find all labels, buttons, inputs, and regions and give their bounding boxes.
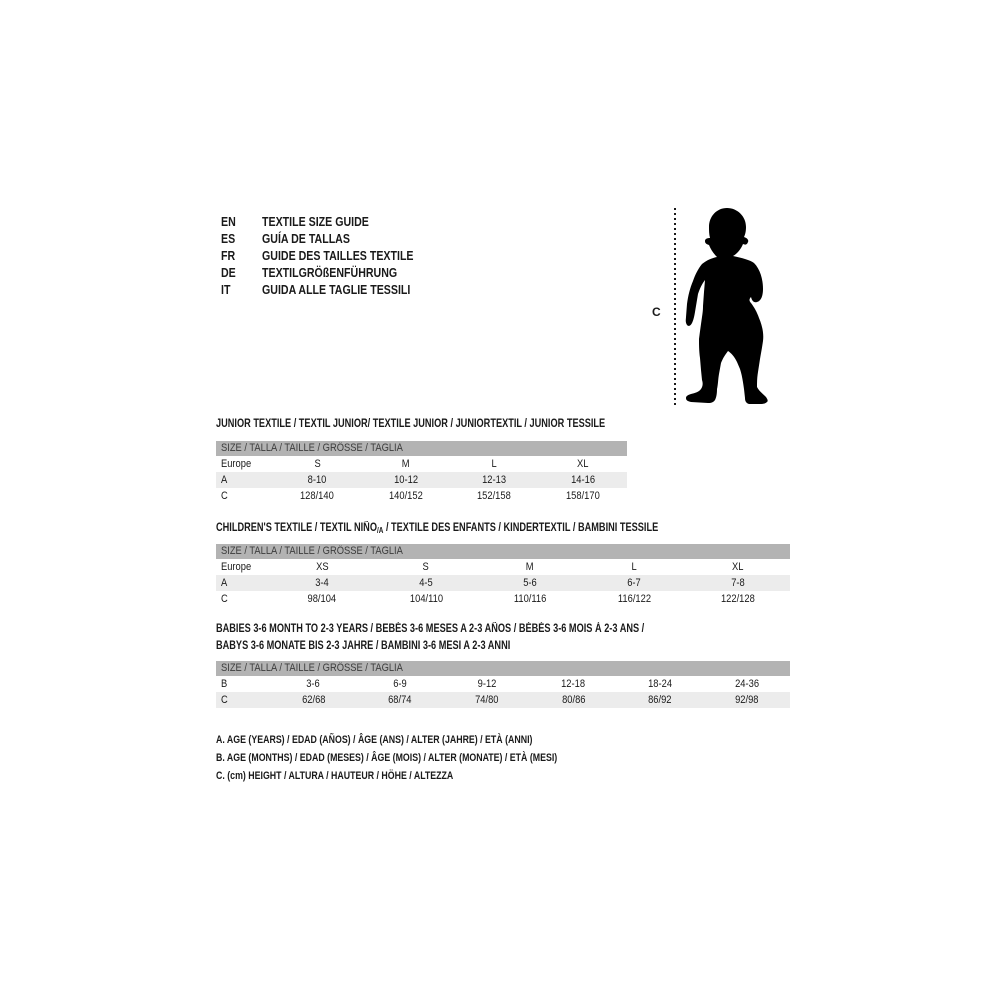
legend-line-age-months: B. AGE (MONTHS) / EDAD (MESES) / ÂGE (MOIS) / ALTER (MONATE) / ETÀ (MESI)	[216, 752, 558, 764]
size-value: 80/86	[561, 694, 586, 706]
language-code: EN	[221, 215, 236, 229]
language-code: IT	[221, 283, 231, 297]
size-value: XS	[315, 561, 329, 573]
legend-line-height-cm: C. (cm) HEIGHT / ALTURA / HAUTEUR / HÖHE / ALTEZZA	[216, 770, 454, 782]
table-row	[216, 575, 790, 591]
size-value: 98/104	[307, 593, 337, 605]
children-table-rows	[216, 559, 790, 607]
size-value: XL	[732, 561, 744, 573]
size-value: 4-5	[419, 577, 433, 589]
size-value: 18-24	[648, 678, 672, 690]
row-label: Europe	[221, 458, 252, 470]
size-value: 68/74	[388, 694, 412, 706]
size-value: 12-18	[561, 678, 586, 690]
row-label: A	[221, 474, 228, 486]
junior-table-rows	[216, 456, 627, 504]
gender-subscript: /A	[376, 526, 384, 535]
language-code: ES	[221, 232, 236, 246]
size-value: 152/158	[477, 490, 512, 502]
size-value: 116/122	[617, 593, 651, 605]
junior-size-table	[216, 441, 627, 504]
language-code: FR	[221, 249, 236, 263]
row-label: C	[221, 490, 228, 502]
toddler-silhouette-shape	[686, 208, 768, 404]
language-guide-title: GUIDA ALLE TAGLIE TESSILI	[262, 283, 411, 297]
language-guide-title: GUIDE DES TAILLES TEXTILE	[262, 249, 414, 263]
size-value: 6-9	[393, 678, 407, 690]
size-value: S	[314, 458, 321, 470]
size-value: 12-13	[482, 474, 507, 486]
size-value: 140/152	[388, 490, 423, 502]
size-value: 6-7	[627, 577, 641, 589]
junior-table-title: JUNIOR TEXTILE / TEXTIL JUNIOR/ TEXTILE JUNIOR / JUNIORTEXTIL / JUNIOR TESSILE	[216, 418, 606, 430]
legend-line-age-years: A. AGE (YEARS) / EDAD (AÑOS) / ÂGE (ANS) / ALTER (JAHRE) / ETÀ (ANNI)	[216, 734, 533, 746]
size-value: 128/140	[300, 490, 335, 502]
size-value: 158/170	[565, 490, 600, 502]
table-row	[216, 559, 790, 575]
size-header-bar: SIZE / TALLA / TAILLE / GRÖSSE / TAGLIA	[216, 544, 790, 559]
table-row	[216, 692, 790, 708]
language-guide-title: TEXTILE SIZE GUIDE	[262, 215, 369, 229]
size-header-bar: SIZE / TALLA / TAILLE / GRÖSSE / TAGLIA	[216, 661, 790, 676]
size-value: 8-10	[307, 474, 327, 486]
row-label: C	[221, 694, 228, 706]
size-value: M	[401, 458, 410, 470]
row-label: A	[221, 577, 228, 589]
table-row	[216, 456, 627, 472]
table-row	[216, 591, 790, 607]
size-header-bar: SIZE / TALLA / TAILLE / GRÖSSE / TAGLIA	[216, 441, 627, 456]
table-row	[216, 472, 627, 488]
size-value: 24-36	[734, 678, 759, 690]
language-guide-title: GUÍA DE TALLAS	[262, 232, 350, 246]
language-code: DE	[221, 266, 236, 280]
size-value: 62/68	[301, 694, 326, 706]
size-value: L	[631, 561, 637, 573]
size-value: 92/98	[734, 694, 759, 706]
size-value: M	[526, 561, 534, 573]
height-measure-label: C	[652, 305, 661, 319]
size-value: 5-6	[523, 577, 537, 589]
children-table-title: CHILDREN'S TEXTILE / TEXTIL NIÑO/A / TEXTILE DES ENFANTS / KINDERTEXTIL / BAMBINI TESSILE	[216, 522, 659, 535]
language-guide-title: TEXTILGRÖßENFÜHRUNG	[262, 266, 398, 280]
size-value: 74/80	[474, 694, 499, 706]
babies-size-table	[216, 661, 790, 708]
size-value: XL	[577, 458, 589, 470]
size-value: 9-12	[477, 678, 497, 690]
size-value: 110/116	[513, 593, 547, 605]
children-size-table	[216, 544, 790, 607]
row-label: C	[221, 593, 228, 605]
size-value: 104/110	[409, 593, 443, 605]
table-row	[216, 488, 627, 504]
babies-table-rows	[216, 676, 790, 708]
table-row	[216, 676, 790, 692]
size-value: 10-12	[393, 474, 418, 486]
size-value: 7-8	[731, 577, 745, 589]
size-value: L	[491, 458, 497, 470]
size-value: 3-6	[306, 678, 321, 690]
toddler-silhouette	[675, 200, 780, 415]
row-label: Europe	[221, 561, 252, 573]
babies-table-title: BABIES 3-6 MONTH TO 2-3 YEARS / BEBÉS 3-6 MESES A 2-3 AÑOS / BÉBÉS 3-6 MOIS À 2-3 ANS / BABYS 3-6 MONATE BIS 2-3 JAHRE / BAMBINI 3-6 MESI A 2-3 ANNI	[216, 623, 645, 652]
row-label: B	[221, 678, 228, 690]
size-value: 122/128	[721, 593, 755, 605]
size-value: S	[422, 561, 430, 573]
size-value: 3-4	[315, 577, 329, 589]
size-value: 14-16	[570, 474, 595, 486]
size-value: 86/92	[648, 694, 672, 706]
